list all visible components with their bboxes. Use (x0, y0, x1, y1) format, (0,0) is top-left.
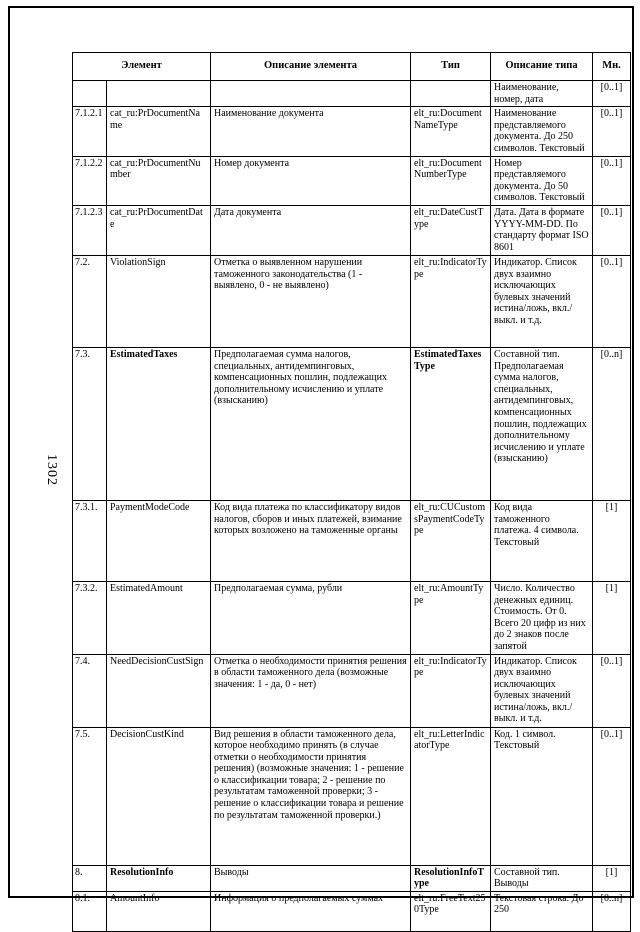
multiplicity-cell: [0..n] (593, 347, 631, 500)
type-description-cell: Номер представляемого документа. До 50 символов. Текстовый (491, 156, 593, 205)
element-number-cell: 7.1.2.3 (73, 205, 107, 255)
multiplicity-cell: [0..1] (593, 156, 631, 205)
element-name-cell: ResolutionInfo (107, 865, 211, 891)
multiplicity-cell: [1] (593, 865, 631, 891)
multiplicity-cell: [0..1] (593, 654, 631, 727)
type-name-cell: elt_ru:IndicatorType (411, 654, 491, 727)
table-row (73, 255, 631, 347)
multiplicity-cell: [0..1] (593, 107, 631, 156)
element-number-cell: 7.2. (73, 255, 107, 347)
header-type-description: Описание типа (491, 53, 593, 81)
type-description-cell: Составной тип. Выводы (491, 865, 593, 891)
element-description-cell: Выводы (211, 865, 411, 891)
element-description-cell: Вид решения в области таможенного дела, которое необходимо принять (в случае отметки о необходимости принятия решения) (возможные значения: 1 - решение о классификации товара; 2 - решение по результатам таможенной проверки; 3 - решение о классификации товара и решение по результатам таможенной проверки.) (211, 727, 411, 865)
element-name-cell: NeedDecisionCustSign (107, 654, 211, 727)
type-description-cell: Наименование представляемого документа. До 250 символов. Текстовый (491, 107, 593, 156)
table-row (73, 500, 631, 581)
type-name-cell: elt_ru:DateCustType (411, 205, 491, 255)
type-name-cell: elt_ru:IndicatorType (411, 255, 491, 347)
element-description-cell: Предполагаемая сумма, рубли (211, 581, 411, 654)
type-name-cell: elt_ru:CUCustomsPaymentCodeType (411, 500, 491, 581)
type-description-cell: Дата. Дата в формате YYYY-MM-DD. По стандарту формат ISO 8601 (491, 205, 593, 255)
type-name-cell: ResolutionInfoType (411, 865, 491, 891)
table-row (73, 654, 631, 727)
element-name-cell: ViolationSign (107, 255, 211, 347)
multiplicity-cell: [1] (593, 500, 631, 581)
element-number-cell: 7.1.2.1 (73, 107, 107, 156)
type-description-cell: Текстовая строка. До 250 (491, 891, 593, 931)
element-description-cell: Отметка о необходимости принятия решения в области таможенного дела (возможные значения: 1 - да, 0 - нет) (211, 654, 411, 727)
header-element-description: Описание элемента (211, 53, 411, 81)
element-description-cell: Дата документа (211, 205, 411, 255)
element-name-cell: cat_ru:PrDocumentNumber (107, 156, 211, 205)
element-description-cell: Код вида платежа по классификатору видов налогов, сборов и иных платежей, взимание которых возложено на таможенные органы (211, 500, 411, 581)
element-description-cell: Номер документа (211, 156, 411, 205)
type-description-cell: Число. Количество денежных единиц. Стоимость. От 0. Всего 20 цифр из них до 2 знаков после запятой (491, 581, 593, 654)
element-spec-table (72, 52, 631, 932)
element-number-cell: 8.1. (73, 891, 107, 931)
type-name-cell: elt_ru:LetterIndicatorType (411, 727, 491, 865)
element-number-cell: 8. (73, 865, 107, 891)
type-description-cell: Код. 1 символ. Текстовый (491, 727, 593, 865)
element-name-cell (107, 81, 211, 107)
type-name-cell: elt_ru:DocumentNumberType (411, 156, 491, 205)
element-name-cell: cat_ru:PrDocumentDate (107, 205, 211, 255)
type-description-cell: Индикатор. Список двух взаимно исключающих булевых значений истина/ложь, вкл./выкл. и т.д. (491, 654, 593, 727)
table-row (73, 156, 631, 205)
element-name-cell: cat_ru:PrDocumentName (107, 107, 211, 156)
element-number-cell: 7.3.2. (73, 581, 107, 654)
element-description-cell (211, 81, 411, 107)
element-description-cell: Отметка о выявленном нарушении таможенного законодательства (1 - выявлено, 0 - не выявлено) (211, 255, 411, 347)
page-number: 1302 (44, 454, 59, 486)
table-row (73, 891, 631, 931)
element-number-cell: 7.5. (73, 727, 107, 865)
table-row (73, 205, 631, 255)
table-row (73, 727, 631, 865)
table-row (73, 347, 631, 500)
element-name-cell: EstimatedAmount (107, 581, 211, 654)
element-number-cell (73, 81, 107, 107)
multiplicity-cell: [0..1] (593, 81, 631, 107)
type-name-cell (411, 81, 491, 107)
multiplicity-cell: [0..n] (593, 891, 631, 931)
multiplicity-cell: [0..1] (593, 205, 631, 255)
type-name-cell: elt_ru:FreeText250Type (411, 891, 491, 931)
element-number-cell: 7.1.2.2 (73, 156, 107, 205)
element-name-cell: DecisionCustKind (107, 727, 211, 865)
element-number-cell: 7.3. (73, 347, 107, 500)
element-description-cell: Предполагаемая сумма налогов, специальных, антидемпинговых, компенсационных пошлин, подлежащих дополнительному исчислению и уплате (взысканию) (211, 347, 411, 500)
type-description-cell: Наименование, номер, дата (491, 81, 593, 107)
element-name-cell: EstimatedTaxes (107, 347, 211, 500)
element-name-cell: PaymentModeCode (107, 500, 211, 581)
element-description-cell: Информация о предполагаемых суммах (211, 891, 411, 931)
type-description-cell: Составной тип. Предполагаемая сумма налогов, специальных, антидемпинговых, компенсационных пошлин, подлежащих дополнительному исчислению и уплате (взысканию) (491, 347, 593, 500)
type-description-cell: Индикатор. Список двух взаимно исключающих булевых значений истина/ложь, вкл./выкл. и т.д. (491, 255, 593, 347)
table-row (73, 81, 631, 107)
table-row (73, 581, 631, 654)
table-row (73, 865, 631, 891)
element-number-cell: 7.4. (73, 654, 107, 727)
type-name-cell: elt_ru:DocumentNameType (411, 107, 491, 156)
type-name-cell: elt_ru:AmountType (411, 581, 491, 654)
element-number-cell: 7.3.1. (73, 500, 107, 581)
element-description-cell: Наименование документа (211, 107, 411, 156)
multiplicity-cell: [0..1] (593, 727, 631, 865)
element-name-cell: AmountInfo (107, 891, 211, 931)
table-header-row (73, 53, 631, 81)
page-content (10, 8, 632, 916)
type-name-cell: EstimatedTaxesType (411, 347, 491, 500)
type-description-cell: Код вида таможенного платежа. 4 символа. Текстовый (491, 500, 593, 581)
multiplicity-cell: [0..1] (593, 255, 631, 347)
header-multiplicity: Мн. (593, 53, 631, 81)
multiplicity-cell: [1] (593, 581, 631, 654)
table-row (73, 107, 631, 156)
header-element: Элемент (73, 53, 211, 81)
header-type: Тип (411, 53, 491, 81)
